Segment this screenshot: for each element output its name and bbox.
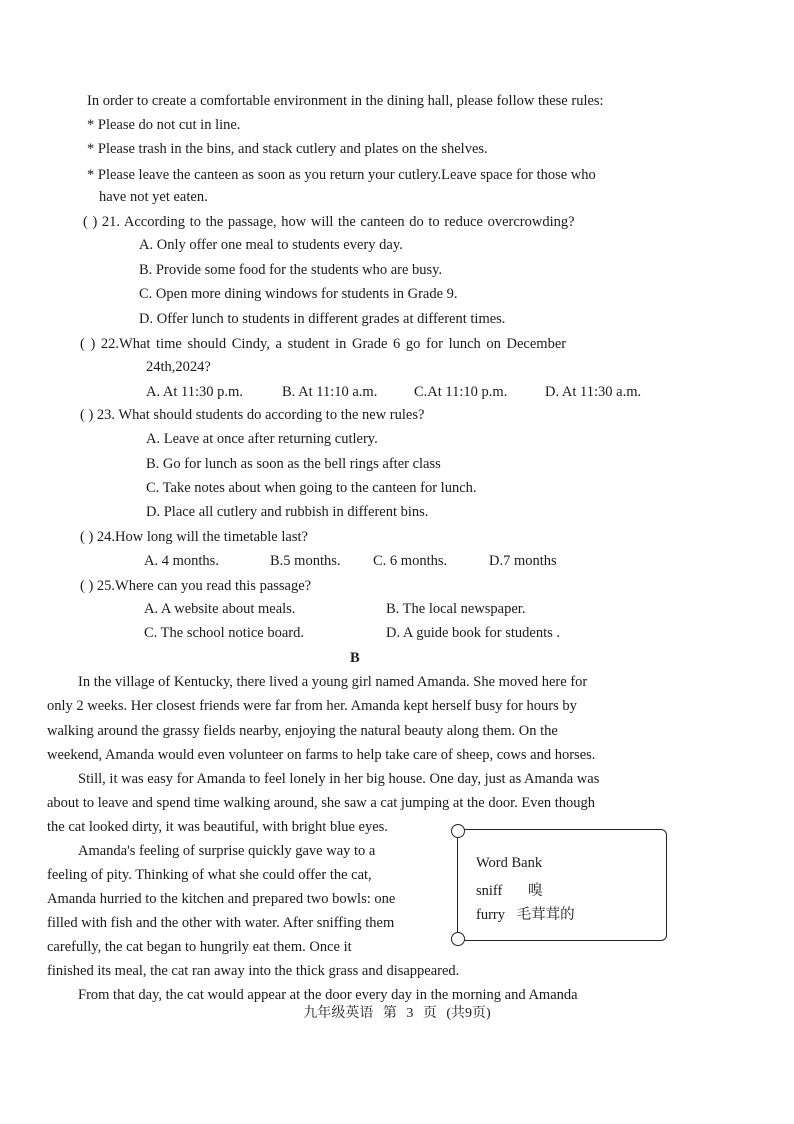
q24-stem: ( ) 24.How long will the timetable last? [80,529,308,545]
q23-option-a: A. Leave at once after returning cutlery. [146,431,378,447]
passage-line-13: finished its meal, the cat ran away into the thick grass and disappeared. [47,963,460,979]
q24-option-a: A. 4 months. [144,553,219,569]
intro-lead: In order to create a comfortable environment in the dining hall, please follow these rules: [87,93,604,109]
passage-line-3: walking around the grassy fields nearby, enjoying the natural beauty along them. On the [47,723,558,739]
q24-option-c: C. 6 months. [373,553,448,569]
footer-page-number: 3 [406,1006,414,1021]
word-bank-box [457,829,667,941]
q22-option-a: A. At 11:30 p.m. [146,384,243,400]
footer-di: 第 [382,1006,397,1021]
page-footer [0,1002,794,1022]
footer-total: (共9页) [446,1006,491,1021]
q25-option-a: A. A website about meals. [144,601,296,617]
word-bank-meaning: 嗅 [527,883,543,899]
section-heading: B [350,650,360,666]
rule-3: * Please leave the canteen as soon as you return your cutlery.Leave space for those who [87,167,596,183]
rule-2: * Please trash in the bins, and stack cutlery and plates on the shelves. [87,141,488,157]
q21-option-c: C. Open more dining windows for students in Grade 9. [139,286,458,302]
q22-stem: ( ) 22.What time should Cindy, a student in Grade 6 go for lunch on December [80,336,567,352]
word-bank-meaning: 毛茸茸的 [516,907,575,923]
word-bank-word: furry [476,907,505,923]
q22-option-c: C.At 11:10 p.m. [414,384,508,400]
q25-option-c: C. The school notice board. [144,625,305,641]
rule-1: * Please do not cut in line. [87,117,241,133]
word-bank-entry-1 [476,879,542,900]
passage-line-14: From that day, the cat would appear at the door every day in the morning and Amanda [78,987,578,1003]
q22-stem-cont: 24th,2024? [146,359,211,375]
rule-3-cont: have not yet eaten. [99,189,208,205]
passage-line-6: about to leave and spend time walking around, she saw a cat jumping at the door. Even though [47,795,596,811]
q21-option-d: D. Offer lunch to students in different grades at different times. [139,311,506,327]
passage-line-5: Still, it was easy for Amanda to feel lonely in her big house. One day, just as Amanda was [78,771,600,787]
passage-line-9: feeling of pity. Thinking of what she could offer the cat, [47,867,372,883]
q21-stem: ( ) 21. According to the passage, how will the canteen do to reduce overcrowding? [83,214,575,230]
q21-option-a: A. Only offer one meal to students every day. [139,237,403,253]
word-bank-title: Word Bank [476,855,543,871]
q25-option-d: D. A guide book for students . [386,625,560,641]
scroll-curl-top [451,824,465,838]
passage-line-4: weekend, Amanda would even volunteer on farms to help take care of sheep, cows and horses. [47,747,596,763]
q24-option-b: B.5 months. [270,553,341,569]
passage-line-8: Amanda's feeling of surprise quickly gave way to a [78,843,376,859]
q24-option-d: D.7 months [489,553,557,569]
footer-ye: 页 [422,1006,437,1021]
word-bank-entry-2 [476,903,575,924]
q23-stem: ( ) 23. What should students do according to the new rules? [80,407,425,423]
footer-subject: 九年级英语 [303,1006,374,1021]
passage-line-10: Amanda hurried to the kitchen and prepared two bowls: one [47,891,396,907]
scroll-curl-bottom [451,932,465,946]
passage-line-2: only 2 weeks. Her closest friends were far from her. Amanda kept herself busy for hours by [47,698,577,714]
q23-option-b: B. Go for lunch as soon as the bell rings after class [146,456,441,472]
q22-option-b: B. At 11:10 a.m. [282,384,378,400]
q22-option-d: D. At 11:30 a.m. [545,384,642,400]
word-bank-word: sniff [476,883,503,899]
q25-stem: ( ) 25.Where can you read this passage? [80,578,312,594]
q23-option-c: C. Take notes about when going to the canteen for lunch. [146,480,477,496]
q21-option-b: B. Provide some food for the students who are busy. [139,262,443,278]
q23-option-d: D. Place all cutlery and rubbish in different bins. [146,504,429,520]
passage-line-7: the cat looked dirty, it was beautiful, with bright blue eyes. [47,819,388,835]
passage-line-11: filled with fish and the other with water. After sniffing them [47,915,395,931]
passage-line-12: carefully, the cat began to hungrily eat them. Once it [47,939,352,955]
q25-option-b: B. The local newspaper. [386,601,526,617]
passage-line-1: In the village of Kentucky, there lived a young girl named Amanda. She moved here for [78,674,588,690]
